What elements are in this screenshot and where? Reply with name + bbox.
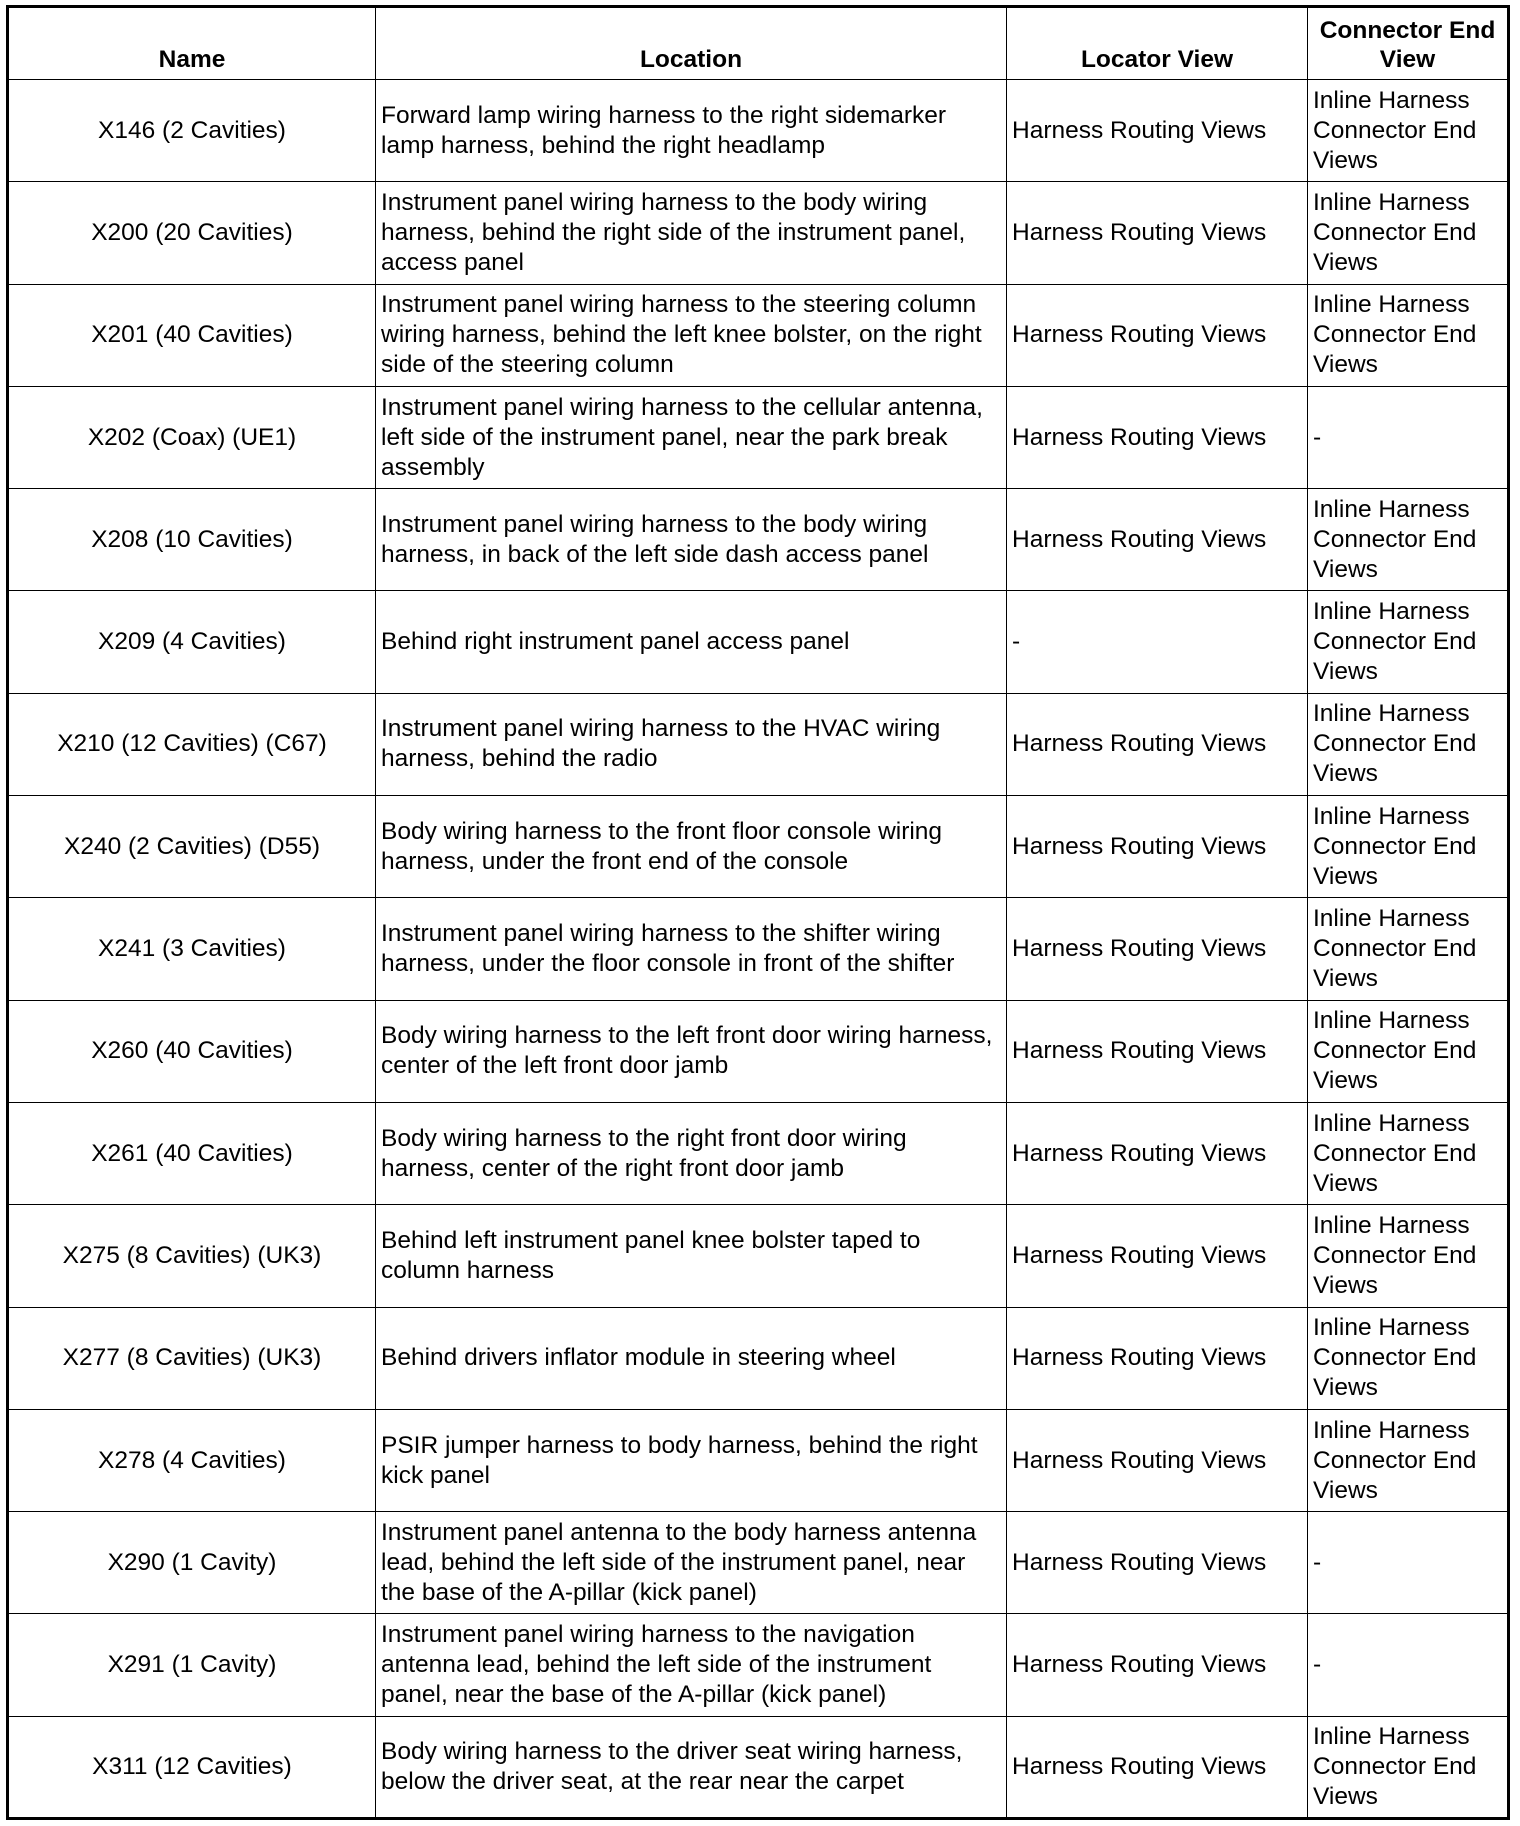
cell-connector-end-view[interactable]: Inline Harness Connector End Views <box>1308 1716 1509 1818</box>
cell-connector-end-view[interactable]: Inline Harness Connector End Views <box>1308 796 1509 898</box>
cell-locator-view[interactable]: Harness Routing Views <box>1007 80 1308 182</box>
cell-locator-view: - <box>1007 591 1308 693</box>
cell-connector-end-view[interactable]: Inline Harness Connector End Views <box>1308 1409 1509 1511</box>
cell-connector-end-view[interactable]: Inline Harness Connector End Views <box>1308 1102 1509 1204</box>
table-row <box>8 284 1509 386</box>
header-locator-view: Locator View <box>1007 7 1308 80</box>
cell-connector-end-view[interactable]: Inline Harness Connector End Views <box>1308 898 1509 1000</box>
table-row <box>8 1205 1509 1307</box>
cell-name: X201 (40 Cavities) <box>8 284 376 386</box>
cell-name: X200 (20 Cavities) <box>8 182 376 284</box>
cell-name: X208 (10 Cavities) <box>8 489 376 591</box>
cell-location: Instrument panel wiring harness to the body wiring harness, behind the right side of the instrument panel, access panel <box>376 182 1007 284</box>
cell-location: Body wiring harness to the left front door wiring harness, center of the left front door jamb <box>376 1000 1007 1102</box>
cell-name: X261 (40 Cavities) <box>8 1102 376 1204</box>
cell-locator-view[interactable]: Harness Routing Views <box>1007 1716 1308 1818</box>
cell-name: X209 (4 Cavities) <box>8 591 376 693</box>
cell-locator-view[interactable]: Harness Routing Views <box>1007 489 1308 591</box>
header-location: Location <box>376 7 1007 80</box>
cell-name: X260 (40 Cavities) <box>8 1000 376 1102</box>
cell-connector-end-view[interactable]: Inline Harness Connector End Views <box>1308 182 1509 284</box>
header-row <box>8 7 1509 80</box>
cell-name: X290 (1 Cavity) <box>8 1512 376 1614</box>
cell-name: X146 (2 Cavities) <box>8 80 376 182</box>
cell-location: Behind right instrument panel access panel <box>376 591 1007 693</box>
cell-location: PSIR jumper harness to body harness, behind the right kick panel <box>376 1409 1007 1511</box>
document-page <box>6 5 1507 1820</box>
cell-connector-end-view[interactable]: Inline Harness Connector End Views <box>1308 80 1509 182</box>
table-row <box>8 693 1509 795</box>
cell-location: Instrument panel antenna to the body harness antenna lead, behind the left side of the instrument panel, near the base of the A-pillar (kick panel) <box>376 1512 1007 1614</box>
table-header <box>8 7 1509 80</box>
cell-locator-view[interactable]: Harness Routing Views <box>1007 1205 1308 1307</box>
cell-connector-end-view: - <box>1308 1614 1509 1716</box>
cell-locator-view[interactable]: Harness Routing Views <box>1007 182 1308 284</box>
table-row <box>8 386 1509 488</box>
table-row <box>8 1409 1509 1511</box>
table-row <box>8 898 1509 1000</box>
cell-location: Instrument panel wiring harness to the shifter wiring harness, under the floor console in front of the shifter <box>376 898 1007 1000</box>
cell-location: Instrument panel wiring harness to the cellular antenna, left side of the instrument panel, near the park break assembly <box>376 386 1007 488</box>
cell-locator-view[interactable]: Harness Routing Views <box>1007 1307 1308 1409</box>
connector-table <box>6 5 1510 1820</box>
cell-name: X291 (1 Cavity) <box>8 1614 376 1716</box>
table-row <box>8 796 1509 898</box>
cell-name: X275 (8 Cavities) (UK3) <box>8 1205 376 1307</box>
cell-locator-view[interactable]: Harness Routing Views <box>1007 693 1308 795</box>
cell-locator-view[interactable]: Harness Routing Views <box>1007 796 1308 898</box>
cell-location: Forward lamp wiring harness to the right sidemarker lamp harness, behind the right headlamp <box>376 80 1007 182</box>
cell-location: Behind drivers inflator module in steering wheel <box>376 1307 1007 1409</box>
table-row <box>8 1512 1509 1614</box>
cell-location: Instrument panel wiring harness to the navigation antenna lead, behind the left side of the instrument panel, near the base of the A-pillar (kick panel) <box>376 1614 1007 1716</box>
cell-name: X278 (4 Cavities) <box>8 1409 376 1511</box>
cell-location: Body wiring harness to the front floor console wiring harness, under the front end of the console <box>376 796 1007 898</box>
cell-connector-end-view[interactable]: Inline Harness Connector End Views <box>1308 693 1509 795</box>
cell-location: Instrument panel wiring harness to the HVAC wiring harness, behind the radio <box>376 693 1007 795</box>
header-connector-end-view: Connector End View <box>1308 7 1509 80</box>
cell-name: X311 (12 Cavities) <box>8 1716 376 1818</box>
cell-connector-end-view[interactable]: Inline Harness Connector End Views <box>1308 489 1509 591</box>
table-row <box>8 1614 1509 1716</box>
cell-locator-view[interactable]: Harness Routing Views <box>1007 898 1308 1000</box>
cell-connector-end-view[interactable]: Inline Harness Connector End Views <box>1308 591 1509 693</box>
table-row <box>8 1307 1509 1409</box>
cell-locator-view[interactable]: Harness Routing Views <box>1007 1000 1308 1102</box>
cell-location: Behind left instrument panel knee bolster taped to column harness <box>376 1205 1007 1307</box>
cell-locator-view[interactable]: Harness Routing Views <box>1007 284 1308 386</box>
cell-name: X202 (Coax) (UE1) <box>8 386 376 488</box>
table-row <box>8 1716 1509 1818</box>
cell-location: Instrument panel wiring harness to the body wiring harness, in back of the left side dash access panel <box>376 489 1007 591</box>
table-body <box>8 80 1509 1819</box>
table-row <box>8 489 1509 591</box>
cell-connector-end-view[interactable]: Inline Harness Connector End Views <box>1308 1205 1509 1307</box>
cell-locator-view[interactable]: Harness Routing Views <box>1007 1409 1308 1511</box>
cell-connector-end-view[interactable]: Inline Harness Connector End Views <box>1308 1307 1509 1409</box>
cell-connector-end-view[interactable]: Inline Harness Connector End Views <box>1308 1000 1509 1102</box>
cell-location: Body wiring harness to the right front door wiring harness, center of the right front door jamb <box>376 1102 1007 1204</box>
table-row <box>8 80 1509 182</box>
cell-locator-view[interactable]: Harness Routing Views <box>1007 386 1308 488</box>
cell-name: X240 (2 Cavities) (D55) <box>8 796 376 898</box>
cell-name: X277 (8 Cavities) (UK3) <box>8 1307 376 1409</box>
cell-connector-end-view: - <box>1308 386 1509 488</box>
table-row <box>8 591 1509 693</box>
table-row <box>8 1102 1509 1204</box>
cell-connector-end-view: - <box>1308 1512 1509 1614</box>
cell-location: Body wiring harness to the driver seat wiring harness, below the driver seat, at the rear near the carpet <box>376 1716 1007 1818</box>
cell-locator-view[interactable]: Harness Routing Views <box>1007 1512 1308 1614</box>
table-row <box>8 1000 1509 1102</box>
header-name: Name <box>8 7 376 80</box>
cell-locator-view[interactable]: Harness Routing Views <box>1007 1614 1308 1716</box>
table-row <box>8 182 1509 284</box>
cell-connector-end-view[interactable]: Inline Harness Connector End Views <box>1308 284 1509 386</box>
cell-name: X210 (12 Cavities) (C67) <box>8 693 376 795</box>
cell-locator-view[interactable]: Harness Routing Views <box>1007 1102 1308 1204</box>
cell-name: X241 (3 Cavities) <box>8 898 376 1000</box>
cell-location: Instrument panel wiring harness to the steering column wiring harness, behind the left knee bolster, on the right side of the steering column <box>376 284 1007 386</box>
